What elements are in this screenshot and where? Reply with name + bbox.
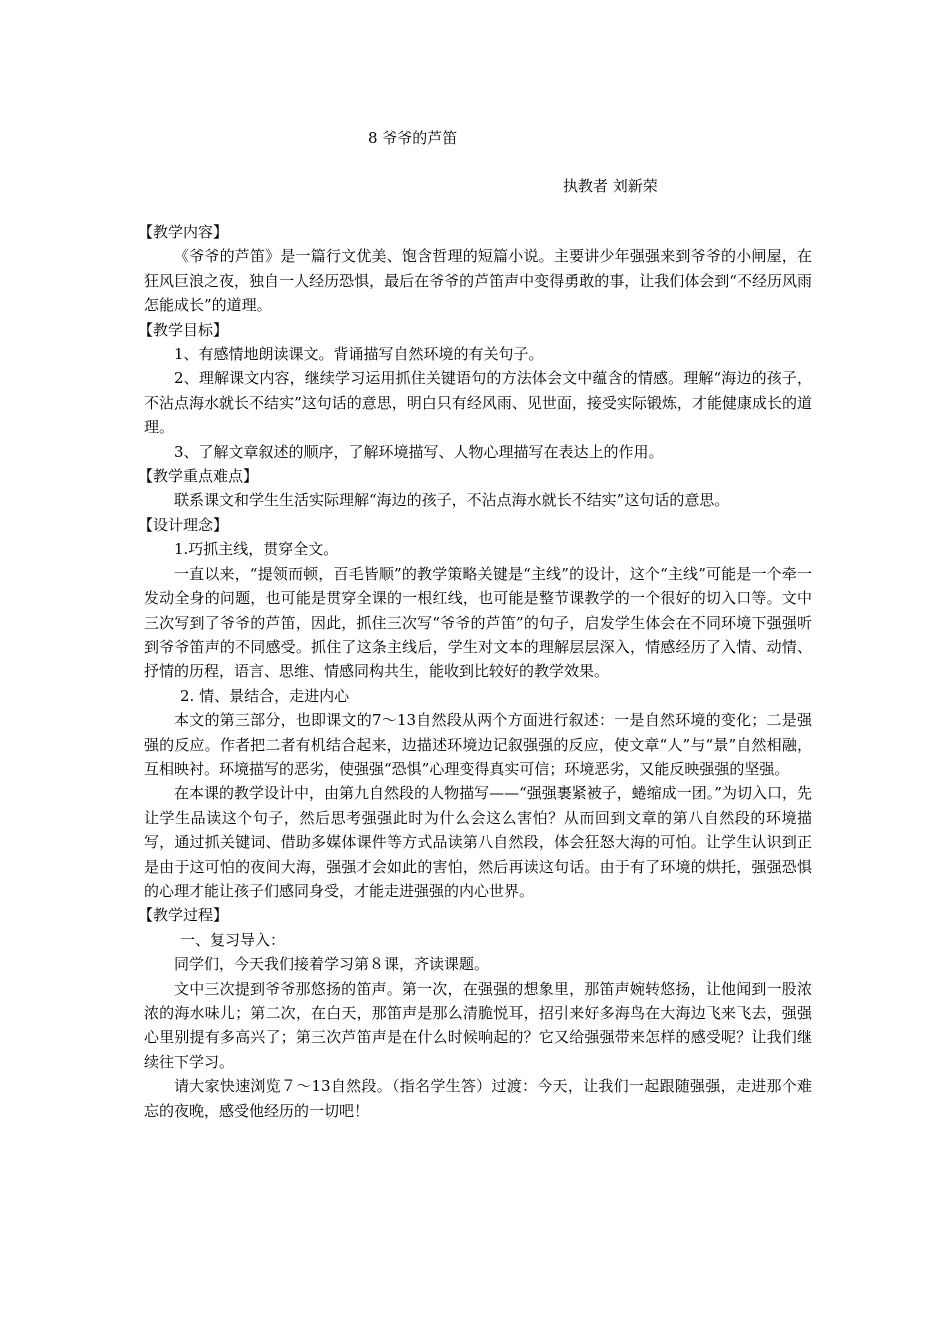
goal-item-1: 1、有感情地朗读课文。背诵描写自然环境的有关句子。 — [174, 345, 544, 364]
process-text-3: 请大家快速浏览７～13自然段。（指名学生答）过渡：今天，让我们一起跟随强强，走进那个难忘的夜晚，感受他经历的一切吧！ — [144, 1077, 812, 1120]
design-point-2-text-2: 在本课的教学设计中，由第九自然段的人物描写——“强强裹紧被子，蜷缩成一团。”为切入口，先让学生品读这个句子，然后思考强强此时为什么会这么害怕？从而回到文章的第八自然段的环境描写，通过抓关键词、借助多媒体课件等方式品读第八自然段，体会狂怒大海的可怕。让学生认识到正是由于这可怕的夜间大海，强强才会如此的害怕，然后再读这句话。由于有了环境的烘托，强强恐惧的心理才能让孩子们感同身受，才能走进强强的内心世界。 — [144, 784, 812, 900]
process-step-1-title: 一、复习导入： — [180, 930, 286, 949]
design-point-1-title: 1.巧抓主线，贯穿全文。 — [174, 540, 339, 559]
document-title: 8 爷爷的芦笛 — [368, 129, 458, 147]
design-point-1-text: 一直以来，“提领而顿，百毛皆顺”的教学策略关键是“主线”的设计，这个“主线”可能是一个牵一发动全身的问题，也可能是贯穿全课的一根红线，也可能是整节课教学的一个很好的切入口等。文中三次写到了爷爷的芦笛，因此，抓住三次写“爷爷的芦笛”的句子，启发学生体会在不同环境下强强听到爷爷笛声的不同感受。抓住了这条主线后，学生对文本的理解层层深入，情感经历了入情、动情、抒情的历程，语言、思维、情感同构共生，能收到比较好的教学效果。 — [144, 564, 812, 681]
process-text-1: 同学们，今天我们接着学习第８课，齐读课题。 — [174, 955, 490, 974]
goal-item-2: 2、理解课文内容，继续学习运用抓住关键语句的方法体会文中蕴含的情感。理解“海边的孩子，不沾点海水就长不结实”这句话的意思，明白只有经风雨、见世面，接受实际锻炼，才能健康成长的道理。 — [144, 369, 812, 437]
document-author: 执教者 刘新荣 — [563, 177, 658, 195]
design-point-2-text-1: 本文的第三部分，也即课文的7～13自然段从两个方面进行叙述：一是自然环境的变化；二是强强的反应。作者把二者有机结合起来，边描述环境边记叙强强的反应，使文章“人”与“景”自然相融，互相映衬。环境描写的恶劣，使强强“恐惧”心理变得真实可信；环境恶劣，又能反映强强的坚强。 — [144, 711, 812, 778]
section-heading-teaching-goals: 【教学目标】 — [138, 320, 229, 339]
key-points-paragraph: 联系课文和学生生活实际理解“海边的孩子，不沾点海水就长不结实”这句话的意思。 — [174, 491, 730, 510]
process-text-2: 文中三次提到爷爷那悠扬的笛声。第一次，在强强的想象里，那笛声婉转悠扬，让他闻到一股浓浓的海水味儿；第二次，在白天，那笛声是那么清脆悦耳，招引来好多海鸟在大海边飞来飞去，强强心里别提有多高兴了；第三次芦笛声是在什么时候响起的？它又给强强带来怎样的感受呢？让我们继续往下学习。 — [144, 979, 812, 1071]
goal-item-3: 3、了解文章叙述的顺序，了解环境描写、人物心理描写在表达上的作用。 — [174, 442, 664, 461]
document-body — [138, 220, 812, 1123]
section-heading-design-concept: 【设计理念】 — [138, 515, 229, 534]
design-point-2-title: 2. 情、景结合，走进内心 — [180, 686, 350, 705]
section-heading-key-points: 【教学重点难点】 — [138, 467, 259, 486]
section-heading-teaching-content: 【教学内容】 — [138, 223, 229, 241]
teaching-content-paragraph: 《爷爷的芦笛》是一篇行文优美、饱含哲理的短篇小说。主要讲少年强强来到爷爷的小闸屋，在狂风巨浪之夜，独自一人经历恐惧，最后在爷爷的芦笛声中变得勇敢的事，让我们体会到“不经历风雨怎能成长”的道理。 — [144, 247, 812, 315]
section-heading-teaching-process: 【教学过程】 — [138, 906, 229, 925]
